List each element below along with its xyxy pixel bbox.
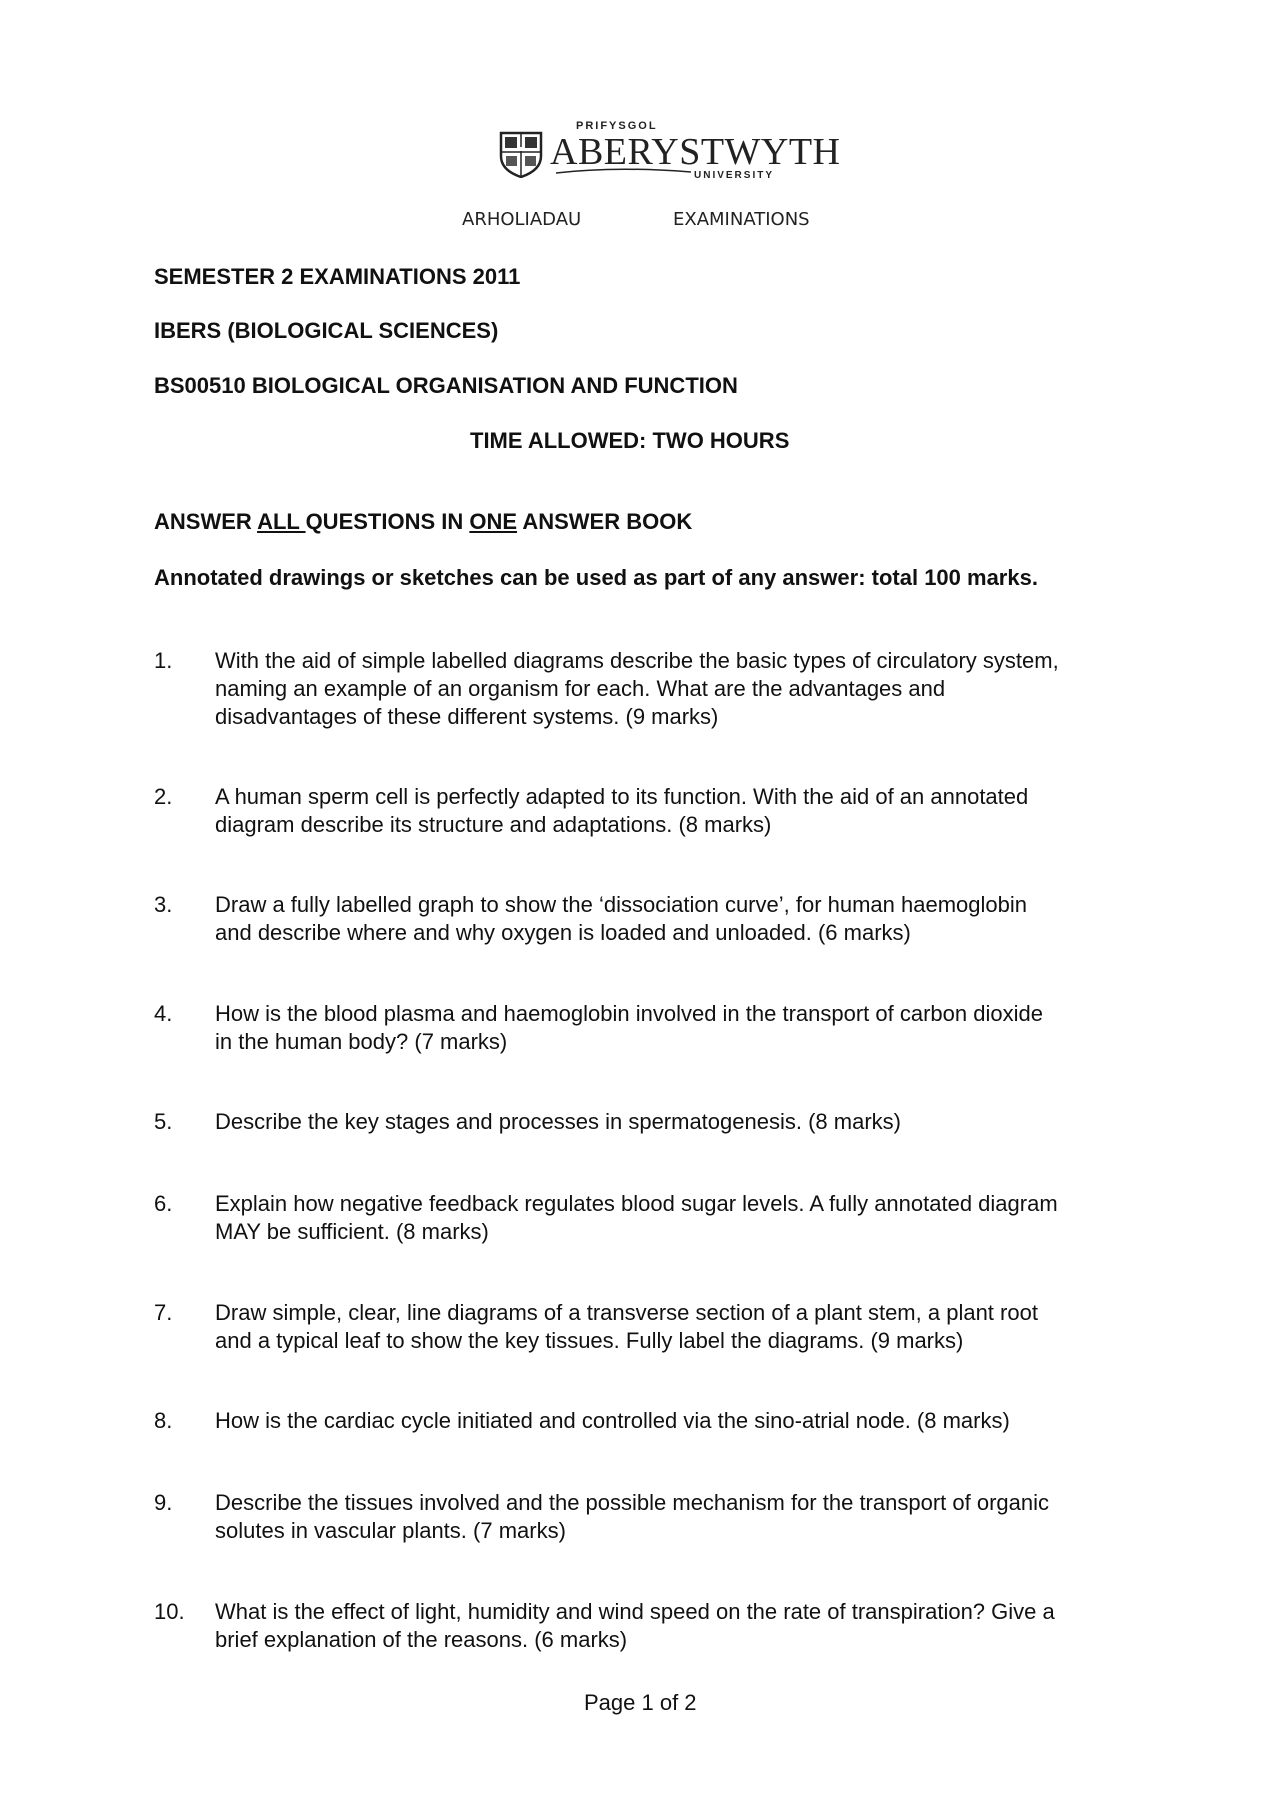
question-line: solutes in vascular plants. (7 marks) [215,1518,566,1543]
question-line: disadvantages of these different systems. (9 marks) [215,704,719,729]
question-line: diagram describe its structure and adaptations. (8 marks) [215,812,772,837]
crest-icon [498,130,544,178]
question-text [215,1190,1215,1246]
question-line: How is the blood plasma and haemoglobin involved in the transport of carbon dioxide [215,1001,1043,1026]
question-line: Describe the key stages and processes in spermatogenesis. (8 marks) [215,1109,901,1134]
question-number: 2. [154,784,173,809]
question-number: 1. [154,648,173,673]
question-text [215,1000,1215,1056]
marks-note: Annotated drawings or sketches can be used as part of any answer: total 100 marks. [154,565,1038,590]
question-line: Draw a fully labelled graph to show the ‘dissociation curve’, for human haemoglobin [215,892,1028,917]
department-title: IBERS (BIOLOGICAL SCIENCES) [154,318,499,343]
question-number: 9. [154,1490,173,1515]
header-english: EXAMINATIONS [673,209,810,230]
question-number: 6. [154,1191,173,1216]
question-text [215,1489,1215,1545]
logo-swoosh [556,166,691,176]
question-number: 5. [154,1109,173,1134]
question-line: Explain how negative feedback regulates blood sugar levels. A fully annotated diagram [215,1191,1058,1216]
question-text [215,1407,1215,1435]
question-line: brief explanation of the reasons. (6 marks) [215,1627,628,1652]
instruction-all: ALL [257,509,306,534]
question-number: 4. [154,1001,173,1026]
semester-title: SEMESTER 2 EXAMINATIONS 2011 [154,264,521,289]
question-text [215,891,1215,947]
logo-top-text: PRIFYSGOL [576,120,658,132]
question-text [215,1299,1215,1355]
question-number: 8. [154,1408,173,1433]
logo-main-text: ABERYSTWYTH [550,131,841,173]
question-line: Describe the tissues involved and the possible mechanism for the transport of organic [215,1490,1049,1515]
module-title: BS00510 BIOLOGICAL ORGANISATION AND FUNCTION [154,373,738,398]
question-text [215,647,1215,731]
question-number: 7. [154,1300,173,1325]
time-allowed: TIME ALLOWED: TWO HOURS [470,428,790,453]
instruction-line: ANSWER ALL QUESTIONS IN ONE ANSWER BOOK [154,509,693,534]
question-text [215,783,1215,839]
question-text [215,1108,1215,1136]
header-welsh: ARHOLIADAU [462,209,582,230]
question-line: How is the cardiac cycle initiated and controlled via the sino-atrial node. (8 marks) [215,1408,1010,1433]
question-number: 3. [154,892,173,917]
question-line: A human sperm cell is perfectly adapted to its function. With the aid of an annotated [215,784,1029,809]
question-line: With the aid of simple labelled diagrams describe the basic types of circulatory system, [215,648,1059,673]
university-logo [498,120,841,182]
question-line: in the human body? (7 marks) [215,1029,508,1054]
logo-bottom-text: UNIVERSITY [694,170,775,181]
question-line: What is the effect of light, humidity and wind speed on the rate of transpiration? Give a [215,1599,1055,1624]
question-line: Draw simple, clear, line diagrams of a transverse section of a plant stem, a plant root [215,1300,1038,1325]
question-line: and a typical leaf to show the key tissues. Fully label the diagrams. (9 marks) [215,1328,964,1353]
question-line: naming an example of an organism for each. What are the advantages and [215,676,946,701]
question-text [215,1598,1215,1654]
question-number: 10. [154,1599,185,1624]
page-number: Page 1 of 2 [584,1690,697,1715]
question-line: MAY be sufficient. (8 marks) [215,1219,489,1244]
instruction-one: ONE [469,509,518,534]
question-line: and describe where and why oxygen is loaded and unloaded. (6 marks) [215,920,911,945]
